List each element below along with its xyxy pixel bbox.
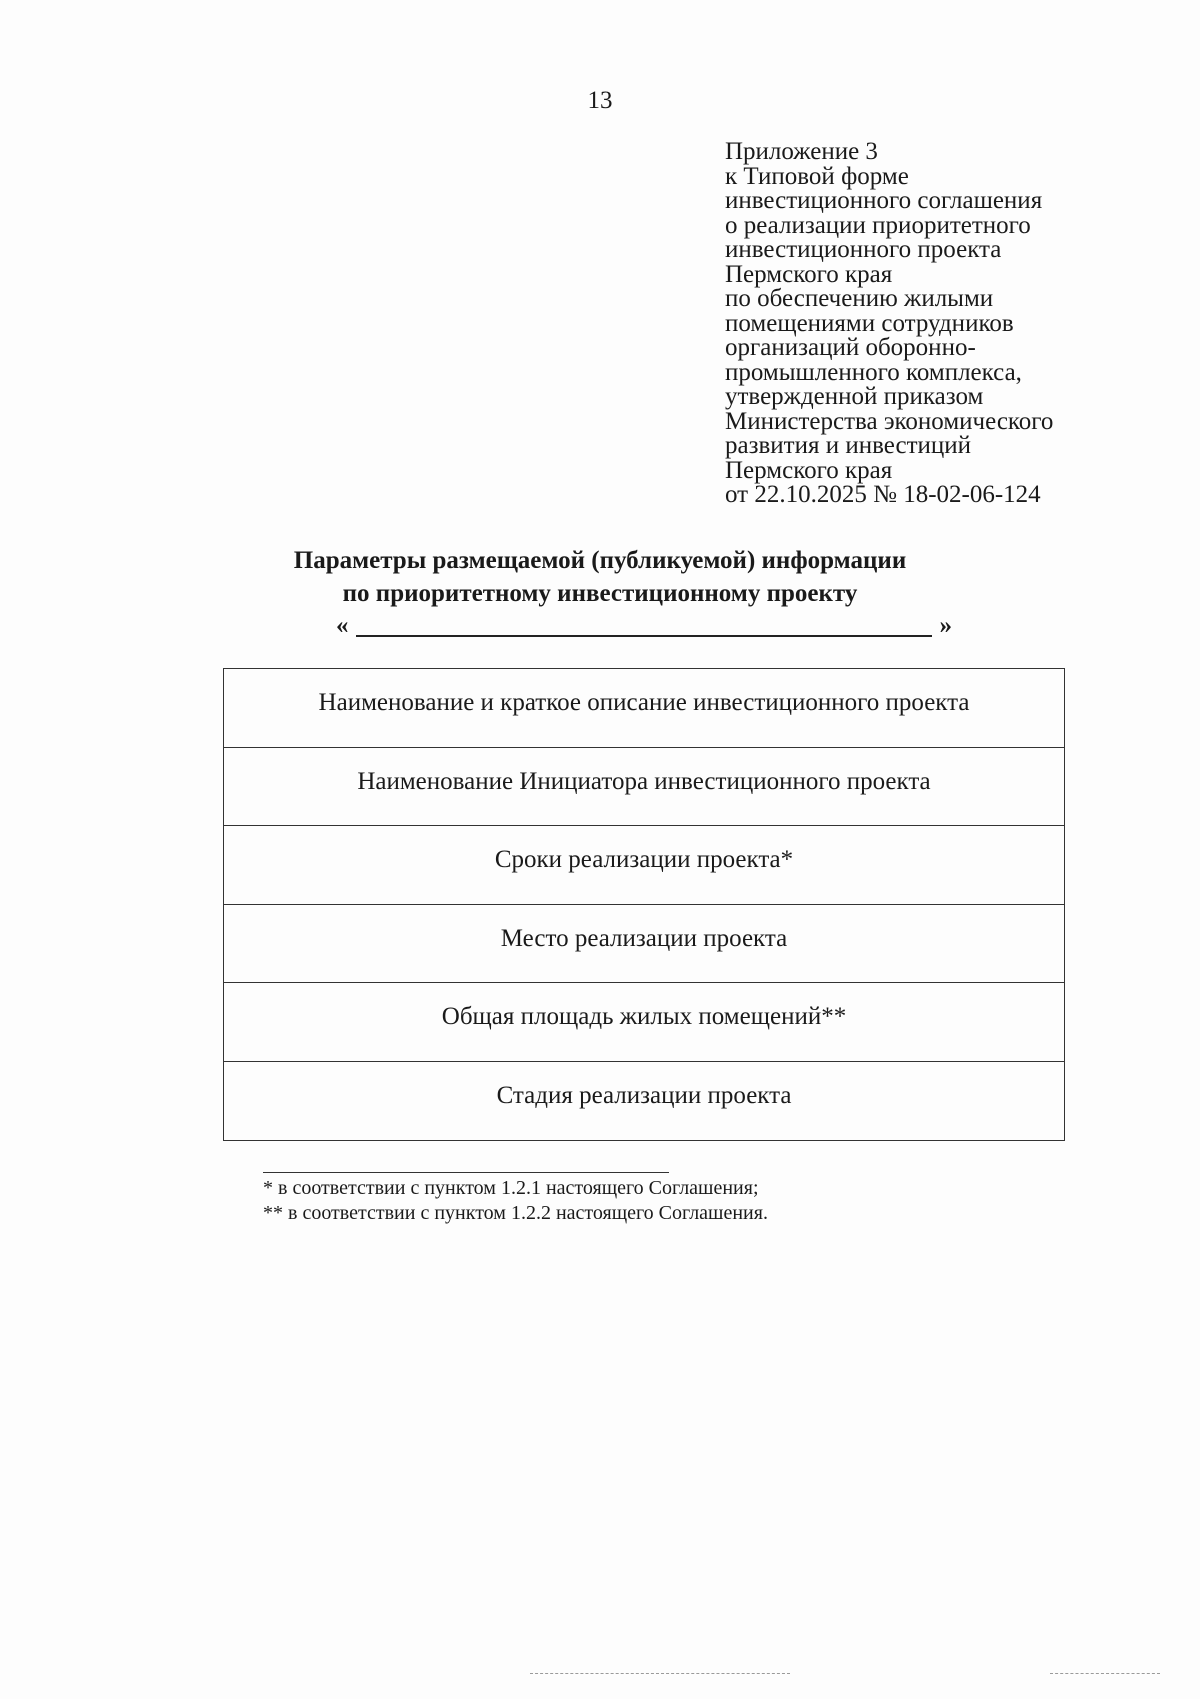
quote-close: »: [939, 612, 952, 639]
heading-line-2: по приоритетному инвестиционному проекту: [342, 580, 858, 607]
project-name-blank: [336, 610, 952, 642]
footnotes: [263, 1176, 963, 1226]
table-row: Сроки реализации проекта*: [224, 826, 1064, 905]
appendix-line: Министерства экономического: [725, 407, 1054, 435]
appendix-line: утвержденной приказом: [725, 383, 984, 410]
appendix-line: инвестиционного соглашения: [725, 187, 1043, 214]
footnote-1: * в соответствии с пунктом 1.2.1 настоящего Соглашения;: [263, 1177, 759, 1199]
appendix-line: развития и инвестиций: [725, 432, 972, 459]
scan-artifact: [1050, 1673, 1160, 1674]
appendix-block: [725, 140, 1125, 508]
quote-open: «: [336, 612, 349, 639]
table-row: Стадия реализации проекта: [496, 1081, 792, 1109]
appendix-date-line: от 22.10.2025 № 18-02-06-124: [725, 481, 1041, 508]
page-number: 13: [587, 87, 613, 114]
appendix-line: по обеспечению жилыми: [725, 285, 994, 312]
table-row: Наименование Инициатора инвестиционного проекта: [224, 748, 1064, 827]
appendix-line: организаций оборонно-: [725, 334, 976, 361]
appendix-line: промышленного комплекса,: [725, 358, 1022, 386]
heading-line-1: Параметры размещаемой (публикуемой) информации: [293, 547, 907, 574]
scan-artifact: [530, 1673, 790, 1674]
document-heading: [200, 544, 1000, 610]
appendix-line: к Типовой форме: [725, 162, 909, 190]
footnote-separator: [263, 1172, 669, 1173]
appendix-line: Приложение 3: [725, 138, 878, 165]
parameters-table: [223, 668, 1065, 1141]
table-row: Место реализации проекта: [224, 905, 1064, 984]
table-row: Наименование и краткое описание инвестиционного проекта: [224, 669, 1064, 748]
appendix-line: инвестиционного проекта: [725, 236, 1002, 263]
footnote-2: ** в соответствии с пунктом 1.2.2 настоящего Соглашения.: [263, 1202, 768, 1224]
appendix-line: Пермского края: [725, 260, 893, 288]
table-row: Общая площадь жилых помещений**: [224, 983, 1064, 1062]
blank-fill-rule: [356, 635, 932, 637]
appendix-line: о реализации приоритетного: [725, 211, 1031, 239]
appendix-line: Пермского края: [725, 456, 893, 484]
appendix-line: помещениями сотрудников: [725, 309, 1014, 337]
